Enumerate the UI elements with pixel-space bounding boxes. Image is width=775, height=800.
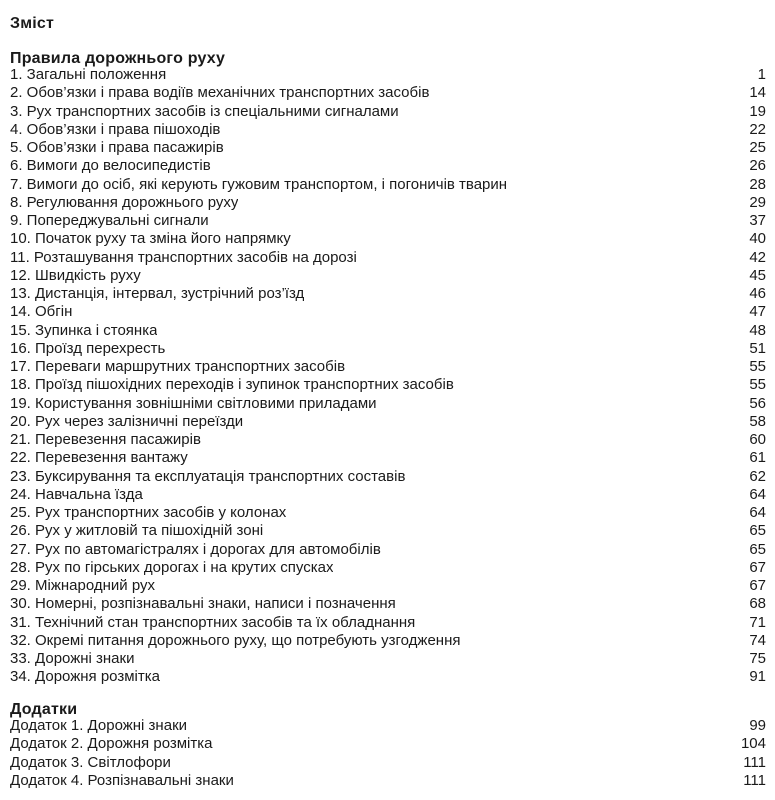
rules-entry: [10, 322, 766, 340]
rules-entry-page-number: 67: [749, 558, 766, 576]
rules-entry-page-number: 26: [749, 157, 766, 175]
rules-entry-title: 12. Швидкість руху: [10, 266, 141, 284]
rules-entry: [10, 632, 766, 650]
rules-entry: [10, 121, 766, 139]
rules-entry: [10, 249, 766, 267]
rules-entry-page-number: 71: [749, 613, 766, 631]
rules-entry-title: 6. Вимоги до велосипедистів: [10, 157, 211, 175]
appendix-entry: [10, 772, 766, 790]
rules-entry: [10, 303, 766, 321]
rules-entry-page-number: 22: [749, 120, 766, 138]
rules-entry-page-number: 29: [749, 193, 766, 211]
rules-entry: [10, 486, 766, 504]
rules-entry: [10, 650, 766, 668]
rules-entry-page-number: 61: [749, 449, 766, 467]
rules-entry-page-number: 55: [749, 376, 766, 394]
appendix-entry-title: Додаток 3. Світлофори: [10, 753, 171, 771]
appendix-entry-title: Додаток 1. Дорожні знаки: [10, 717, 188, 734]
rules-entry-title: 18. Проїзд пішохідних переходів і зупинок транспортних засобів: [10, 376, 454, 394]
rules-entry-title: 31. Технічний стан транспортних засобів та їх обладнання: [10, 613, 416, 631]
rules-entry-page-number: 68: [749, 595, 766, 613]
rules-entry: [10, 541, 766, 559]
rules-entry-title: 27. Рух по автомагістралях і дорогах для автомобілів: [10, 540, 381, 558]
rules-entry: [10, 340, 766, 358]
appendix-entry-list: [10, 717, 766, 790]
rules-entry-page-number: 67: [749, 577, 766, 594]
rules-entry: [10, 668, 766, 686]
rules-entry-page-number: 42: [749, 248, 766, 266]
rules-entry-title: 15. Зупинка і стоянка: [10, 321, 158, 339]
rules-entry-title: 5. Обов’язки і права пасажирів: [10, 139, 224, 156]
rules-entry-title: 32. Окремі питання дорожнього руху, що потребують узгодження: [10, 631, 461, 649]
rules-entry-title: 3. Рух транспортних засобів із спеціальними сигналами: [10, 102, 399, 120]
rules-entry-page-number: 56: [749, 394, 766, 412]
rules-entry-page-number: 46: [749, 285, 766, 302]
rules-entry-page-number: 40: [749, 230, 766, 248]
rules-entry-title: 30. Номерні, розпізнавальні знаки, написи і позначення: [10, 595, 396, 613]
contents-title: Зміст: [10, 15, 55, 32]
rules-entry: [10, 139, 766, 157]
rules-entry-title: 17. Переваги маршрутних транспортних засобів: [10, 358, 346, 375]
rules-entry-page-number: 91: [749, 668, 766, 686]
rules-entry-page-number: 37: [749, 212, 766, 229]
rules-entry-page-number: 62: [749, 467, 766, 485]
rules-entry-title: 20. Рух через залізничні переїзди: [10, 412, 244, 430]
rules-entry-title: 8. Регулювання дорожнього руху: [10, 193, 239, 211]
rules-entry-title: 7. Вимоги до осіб, які керують гужовим транспортом, і погоничів тварин: [10, 175, 508, 193]
rules-entry-title: 26. Рух у житловій та пішохідній зоні: [10, 522, 264, 540]
rules-entry-page-number: 58: [749, 412, 766, 430]
rules-entry-page-number: 45: [749, 266, 766, 284]
rules-entry: [10, 413, 766, 431]
rules-entry-page-number: 28: [749, 175, 766, 193]
appendix-entry-title: Додаток 4. Розпізнавальні знаки: [10, 771, 234, 789]
rules-entry-page-number: 60: [749, 431, 766, 448]
rules-entry-title: 16. Проїзд перехресть: [10, 339, 166, 357]
rules-entry: [10, 614, 766, 632]
rules-entry-page-number: 74: [749, 631, 766, 649]
rules-entry-title: 11. Розташування транспортних засобів на дорозі: [10, 248, 357, 266]
rules-entry-title: 9. Попереджувальні сигнали: [10, 212, 209, 229]
rules-entry-page-number: 1: [757, 66, 766, 83]
rules-entry-title: 19. Користування зовнішніми світловими приладами: [10, 394, 377, 412]
rules-entry-title: 21. Перевезення пасажирів: [10, 431, 201, 448]
appendix-entry-page-number: 104: [740, 735, 766, 753]
rules-entry-title: 10. Початок руху та зміна його напрямку: [10, 230, 291, 248]
rules-entry: [10, 559, 766, 577]
rules-entry-page-number: 19: [749, 102, 766, 120]
rules-entry-page-number: 64: [749, 485, 766, 503]
appendix-entry-page-number: 111: [743, 753, 766, 771]
rules-entry: [10, 376, 766, 394]
rules-entry-page-number: 75: [749, 650, 766, 667]
rules-entry: [10, 194, 766, 212]
rules-entry-page-number: 25: [749, 139, 766, 156]
appendix-entry-page-number: 111: [743, 771, 766, 789]
rules-entry: [10, 230, 766, 248]
rules-entry-page-number: 65: [749, 522, 766, 540]
rules-entry-page-number: 48: [749, 321, 766, 339]
rules-entry: [10, 577, 766, 595]
rules-entry-title: 1. Загальні положення: [10, 66, 167, 83]
rules-entry-title: 13. Дистанція, інтервал, зустрічний роз’їзд: [10, 285, 305, 302]
rules-entry-page-number: 47: [749, 303, 766, 321]
appendix-section-title: Додатки: [10, 701, 78, 718]
rules-entry: [10, 285, 766, 303]
rules-entry-title: 2. Обов’язки і права водіїв механічних транспортних засобів: [10, 84, 430, 102]
rules-entry: [10, 176, 766, 194]
rules-entry: [10, 212, 766, 230]
rules-entry: [10, 449, 766, 467]
rules-entry-title: 14. Обгін: [10, 303, 73, 321]
appendix-entry: [10, 754, 766, 772]
rules-entry: [10, 522, 766, 540]
rules-entry-title: 22. Перевезення вантажу: [10, 449, 188, 467]
rules-entry: [10, 358, 766, 376]
rules-entry-list: [10, 66, 766, 687]
rules-entry-title: 29. Міжнародний рух: [10, 577, 155, 594]
rules-entry-page-number: 51: [749, 339, 766, 357]
rules-entry: [10, 157, 766, 175]
rules-entry-title: 4. Обов’язки і права пішоходів: [10, 120, 221, 138]
appendix-entry: [10, 735, 766, 753]
rules-entry: [10, 504, 766, 522]
rules-entry-page-number: 55: [749, 358, 766, 375]
appendix-entry: [10, 717, 766, 735]
rules-entry-page-number: 65: [749, 540, 766, 558]
rules-entry-page-number: 64: [749, 504, 766, 521]
appendix-entry-title: Додаток 2. Дорожня розмітка: [10, 735, 213, 753]
rules-entry-title: 33. Дорожні знаки: [10, 650, 135, 667]
rules-entry-title: 25. Рух транспортних засобів у колонах: [10, 504, 287, 521]
rules-entry: [10, 103, 766, 121]
rules-entry: [10, 431, 766, 449]
appendix-entry-page-number: 99: [749, 717, 766, 734]
rules-entry: [10, 395, 766, 413]
rules-entry-page-number: 14: [749, 84, 766, 102]
rules-entry: [10, 267, 766, 285]
rules-entry-title: 24. Навчальна їзда: [10, 485, 143, 503]
rules-entry-title: 23. Буксирування та експлуатація транспортних составів: [10, 467, 406, 485]
rules-entry: [10, 595, 766, 613]
rules-entry: [10, 66, 766, 84]
rules-section-title: Правила дорожнього руху: [10, 50, 226, 67]
rules-entry-title: 34. Дорожня розмітка: [10, 668, 160, 686]
rules-entry-title: 28. Рух по гірських дорогах і на крутих спусках: [10, 558, 334, 576]
rules-entry: [10, 84, 766, 102]
rules-entry: [10, 468, 766, 486]
